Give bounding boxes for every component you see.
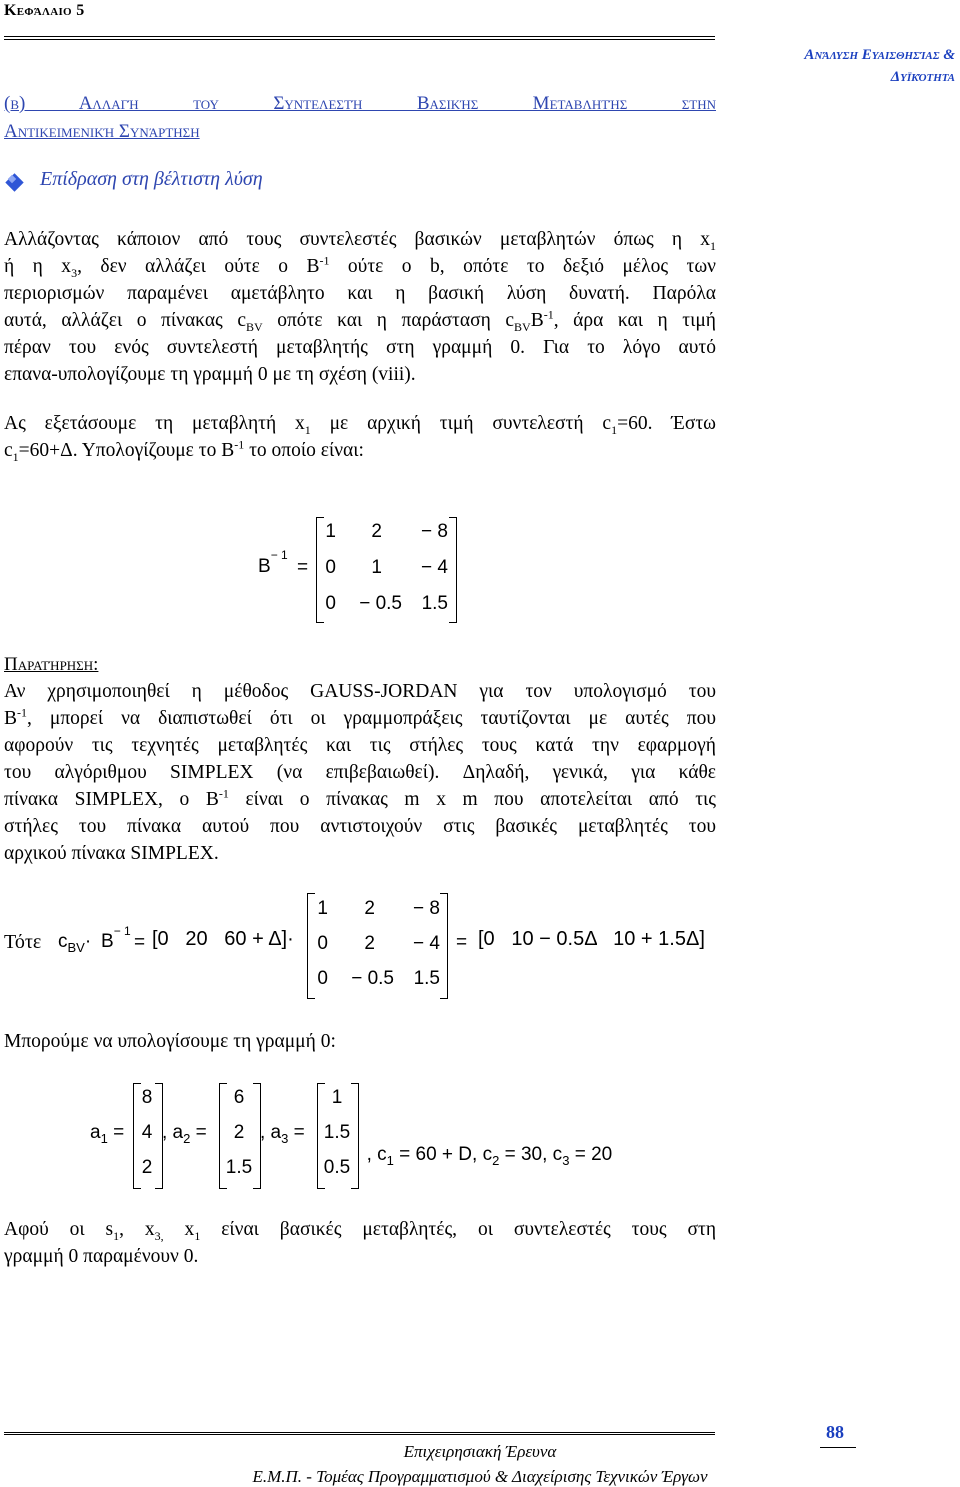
- a1-cell: 4: [141, 1122, 153, 1143]
- eq2-matrix-cell: − 8: [413, 898, 440, 919]
- eq2-cbv: $c_{BV}\cdot$: [58, 931, 92, 955]
- a1-cell: 8: [141, 1087, 153, 1108]
- running-header-right: [735, 44, 955, 88]
- eq2-binv: $B^{- 1}$: [101, 923, 131, 952]
- footer-subtitle: Ε.Μ.Π. - Τομέας Προγραμματισμού & Διαχείρισης Τεχνικών Έργων: [252, 1467, 708, 1486]
- footer-rule: [4, 1432, 715, 1435]
- running-header-line1: Ανάλυση Ευαισθησίας &: [804, 47, 955, 63]
- running-header-line2: Δυϊκότητα: [890, 69, 955, 85]
- eq2-equals: =: [134, 932, 146, 953]
- footer-title: Επιχειρησιακή Έρευνα: [403, 1442, 557, 1461]
- page-number: 88: [826, 1422, 844, 1442]
- subheading: Επίδραση στη βέλτιστη λύση: [40, 168, 263, 190]
- section-heading-line1: (β) Αλλαγή του Συντελεστή Βασικής Μεταβλητής στην: [4, 93, 716, 114]
- header-rule-2: [4, 39, 715, 40]
- binv-cell: 2: [371, 521, 382, 542]
- paragraph-4: Αφού οι $s_1$, $x_{3,}$ $x_1$ είναι βασικές μεταβλητές, οι συντελεστές τους στη γραμμή 0 παραμένουν 0.: [4, 1219, 717, 1267]
- binv-cell: − 0.5: [359, 593, 402, 614]
- eq2-matrix-cell: 1: [317, 898, 328, 919]
- eq3-costs: , $c_1 = 60 + D$, $c_2 = 30$, $c_3 = 20$: [366, 1144, 613, 1168]
- eq2-matrix-cell: 2: [364, 898, 375, 919]
- bullet-diamond-icon: [5, 173, 23, 191]
- chapter-header: Κεφάλαιο 5: [4, 2, 85, 19]
- eq2-tote: Τότε: [4, 931, 42, 953]
- eq3-a3: , $a_3$ =: [260, 1122, 305, 1146]
- header-rule: [4, 36, 715, 37]
- eq2-matrix-cell: 1.5: [413, 968, 440, 989]
- a2-cell: 1.5: [225, 1157, 253, 1178]
- binv-cell: − 8: [421, 521, 448, 542]
- a2-cell: 2: [233, 1122, 245, 1143]
- eq2-matrix-cell: − 4: [413, 933, 440, 954]
- note-paragraph: Αν χρησιμοποιηθεί η μέθοδος GAUSS-JORDAN για τον υπολογισμό του $B^{-1}$, μπορεί να διαπιστωθεί ότι οι γραμμοπράξεις ταυτίζονται με αυτές που αφορούν τις τεχνητές μεταβλητές και τις στήλες τους κατά την εφαρμογή του αλγόριθμου SIMPLEX (να επιβεβαιωθεί). Δηλαδή, γενικά, για κάθε πίνακα SIMPLEX, ο $B^{-1}$ είναι ο πίνακας m x m που αποτελείται από τις στήλες του πίνακα αυτού που αντιστοιχούν στις βασικές μεταβλητές του αρχικού πίνακα SIMPLEX.: [4, 681, 716, 864]
- eq3-a2: , $a_2$ =: [162, 1122, 207, 1146]
- binv-cell: 1: [371, 557, 382, 578]
- a2-cell: 6: [233, 1087, 245, 1108]
- binv-cell: 1: [325, 521, 336, 542]
- a3-cell: 1.5: [323, 1122, 351, 1143]
- eq3-a1: $a_1$ =: [90, 1122, 125, 1146]
- a1-cell: 2: [141, 1157, 153, 1178]
- binv-cell: − 4: [421, 557, 448, 578]
- eq2-result-row: [0 10 − 0.5Δ 10 + 1.5Δ]: [478, 928, 705, 950]
- binv-cell: 0: [325, 557, 336, 578]
- binv-equals: =: [297, 557, 309, 578]
- binv-cell: 0: [325, 593, 336, 614]
- paragraph-1: Αλλάζοντας κάποιον από τους συντελεστές βασικών μεταβλητών όπως η $x_1$ ή η $x_3$, δεν αλλάζει ούτε ο $B^{-1}$ ούτε ο b, οπότε το δεξιό μέλος των περιορισμών παραμένει αμετάβλητο και η βασική λύση δυνατή. Παρόλα αυτά, αλλάζει ο πίνακας $c_{BV}$ οπότε και η παράσταση $c_{BV}B^{-1}$, άρα και η τιμή πέραν του ενός συντελεστή μεταβλητής στη γραμμή 0. Για το λόγο αυτό επανα-υπολογίζουμε τη γραμμή 0 με τη σχέση (viii).: [4, 229, 717, 385]
- section-heading-line2: Αντικειμενική Συνάρτηση: [4, 121, 200, 142]
- paragraph-3: Μπορούμε να υπολογίσουμε τη γραμμή 0:: [4, 1031, 336, 1052]
- eq2-equals-2: =: [456, 932, 468, 953]
- a3-cell: 0.5: [323, 1157, 351, 1178]
- a3-cell: 1: [331, 1087, 343, 1108]
- eq2-right-bracket: [440, 893, 448, 999]
- binv-cell: 1.5: [421, 593, 448, 614]
- binv-right-bracket: [449, 517, 457, 623]
- note-title: Παρατήρηση:: [4, 654, 99, 675]
- eq2-matrix-cell: 2: [364, 933, 375, 954]
- eq2-matrix-cell: 0: [317, 933, 328, 954]
- eq2-matrix-cell: − 0.5: [351, 968, 394, 989]
- paragraph-2: Ας εξετάσουμε τη μεταβλητή $x_1$ με αρχική τιμή συντελεστή $c_1=60$. Έστω $c_1=60+\Delta$. Υπολογίζουμε το $B^{-1}$ το οποίο είναι:: [4, 413, 717, 464]
- binv-label: $B^{- 1}$: [258, 547, 288, 577]
- eq2-matrix-cell: 0: [317, 968, 328, 989]
- eq2-cost-row: [0 20 60 + Δ]·: [152, 928, 294, 950]
